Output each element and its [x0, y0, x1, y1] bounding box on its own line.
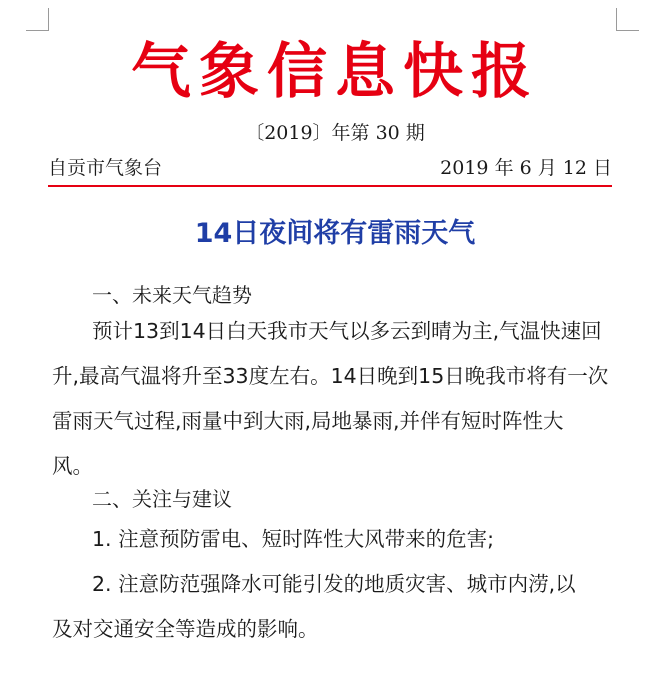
- section-heading-advice: 二、关注与建议: [92, 487, 232, 511]
- masthead-title: 气象信息快报: [131, 37, 539, 107]
- section-heading-trend: 一、未来天气趋势: [92, 283, 252, 307]
- paragraph-line: 雷雨天气过程,雨量中到大雨,局地暴雨,并伴有短时阵性大: [52, 409, 564, 433]
- advice-item-2: [52, 562, 618, 652]
- advice-item-text: 2. 注意防范强降水可能引发的地质灾害、城市内涝,以: [92, 572, 576, 596]
- advice-item-1: [52, 517, 618, 562]
- publisher-name: 自贡市气象台: [48, 157, 163, 179]
- advice-item-text: 及对交通安全等造成的影响。: [52, 617, 319, 641]
- paragraph-line: 升,最高气温将升至33度左右。14日晚到15日晚我市将有一次: [52, 364, 609, 388]
- trend-paragraph: [52, 309, 618, 489]
- paragraph-line: 预计13到14日白天我市天气以多云到晴为主,气温快速回: [92, 319, 602, 343]
- crop-mark-top-right: [616, 8, 639, 31]
- crop-mark-top-left: [26, 8, 49, 31]
- publish-date: 2019 年 6 月 12 日: [440, 157, 612, 179]
- publisher-date-row: [48, 155, 612, 181]
- advice-item-text: 1. 注意预防雷电、短时阵性大风带来的危害;: [92, 527, 494, 551]
- red-divider: [48, 185, 612, 187]
- paragraph-line: 风。: [52, 454, 93, 478]
- issue-number: 〔2019〕年第 30 期: [245, 122, 425, 144]
- article-headline: 14日夜间将有雷雨天气: [194, 218, 476, 249]
